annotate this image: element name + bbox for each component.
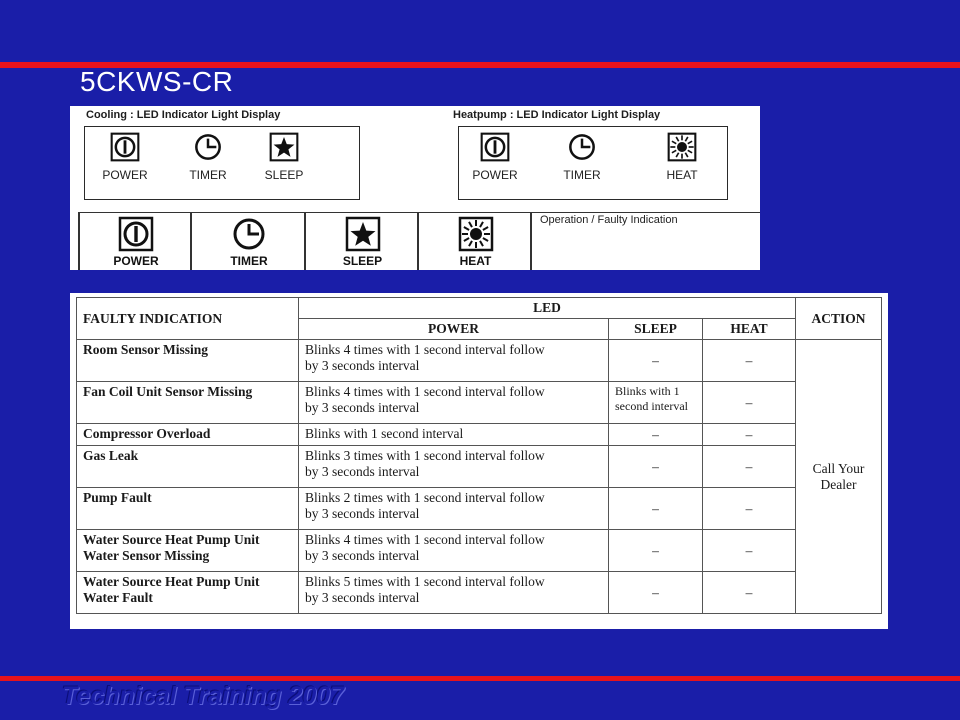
power-led-cell	[299, 530, 609, 572]
fault-name-cell	[77, 340, 299, 382]
cell-line: Water Source Heat Pump Unit	[83, 532, 260, 547]
sleep-led-cell	[609, 530, 703, 572]
strip-led-label: TIMER	[230, 254, 268, 268]
strip-led-label: POWER	[113, 254, 159, 268]
cell-line: Call Your	[812, 460, 865, 476]
power-icon	[85, 132, 165, 162]
power-led-cell	[299, 572, 609, 614]
table-row	[77, 530, 882, 572]
cell-line: Blinks with 1 second interval	[305, 426, 464, 441]
sleep-led-cell	[609, 446, 703, 488]
cell-line: –	[652, 542, 659, 558]
fault-name-cell	[77, 382, 299, 424]
faulty-indication-table	[76, 297, 882, 614]
sleep-led-cell	[609, 488, 703, 530]
sleep-led-cell	[609, 572, 703, 614]
cell-line: Water Sensor Missing	[83, 548, 210, 563]
cell-line: Dealer	[820, 476, 857, 492]
cell-line: –	[652, 352, 659, 368]
action-cell	[796, 340, 882, 614]
table-row	[77, 340, 882, 382]
slide-title: 5CKWS-CR	[80, 66, 234, 97]
cell-line: –	[652, 500, 659, 516]
cell-line: by 3 seconds interval	[305, 590, 420, 605]
sleep-led-cell	[609, 382, 703, 424]
led-label: TIMER	[563, 168, 601, 182]
power-led-cell	[299, 340, 609, 382]
table-row	[77, 424, 882, 446]
cell-line: –	[652, 458, 659, 474]
strip-led-label: SLEEP	[342, 254, 383, 268]
sun-icon	[642, 132, 722, 162]
power-led-cell	[299, 382, 609, 424]
led-power	[455, 132, 535, 182]
header-power: POWER	[299, 319, 609, 340]
cell-line: by 3 seconds interval	[305, 464, 420, 479]
cell-line: Blinks 4 times with 1 second interval follow	[305, 532, 545, 547]
cell-line: by 3 seconds interval	[305, 400, 420, 415]
led-label: HEAT	[666, 168, 698, 182]
cell-line: Blinks 5 times with 1 second interval follow	[305, 574, 545, 589]
heat-led-cell: –	[703, 424, 796, 446]
strip-led-sleep	[304, 212, 419, 270]
timer-icon	[168, 132, 248, 162]
cell-line: Blinks with 1	[615, 384, 680, 398]
bottom-red-stripe	[0, 676, 960, 681]
sleep-led-cell	[609, 340, 703, 382]
header-led: LED	[299, 298, 796, 319]
fault-name-cell	[77, 424, 299, 446]
table-row	[77, 572, 882, 614]
led-label: TIMER	[189, 168, 227, 182]
fault-name-cell	[77, 488, 299, 530]
cell-line: Water Fault	[83, 590, 153, 605]
strip-led-timer	[190, 212, 306, 270]
sleep-led-cell	[609, 424, 703, 446]
header-faulty-indication: FAULTY INDICATION	[77, 298, 299, 340]
heatpump-group-title: Heatpump : LED Indicator Light Display	[453, 109, 661, 121]
led-label: POWER	[102, 168, 148, 182]
header-action: ACTION	[796, 298, 882, 340]
cell-line: Fan Coil Unit Sensor Missing	[83, 384, 253, 399]
cell-line: Gas Leak	[83, 448, 139, 463]
cell-line: Blinks 2 times with 1 second interval follow	[305, 490, 545, 505]
cell-line: by 3 seconds interval	[305, 548, 420, 563]
cell-line: Room Sensor Missing	[83, 342, 209, 357]
cell-line: Blinks 3 times with 1 second interval follow	[305, 448, 545, 463]
led-indicator-panel	[70, 106, 760, 270]
power-icon	[455, 132, 535, 162]
power-led-cell	[299, 424, 609, 446]
cell-line: second interval	[615, 399, 688, 413]
footer-text: Technical Training 2007	[62, 682, 345, 710]
cell-line: Water Source Heat Pump Unit	[83, 574, 260, 589]
led-label: SLEEP	[264, 168, 304, 182]
power-led-cell	[299, 446, 609, 488]
heat-led-cell: –	[703, 530, 796, 572]
cell-line: Pump Fault	[83, 490, 152, 505]
cell-line: –	[652, 584, 659, 600]
led-timer	[542, 132, 622, 182]
heat-led-cell: –	[703, 340, 796, 382]
cell-line: by 3 seconds interval	[305, 506, 420, 521]
led-power	[85, 132, 165, 182]
fault-name-cell	[77, 572, 299, 614]
faulty-indication-table-panel	[70, 293, 888, 629]
heat-led-cell: –	[703, 488, 796, 530]
led-label: POWER	[472, 168, 518, 182]
cell-line: Blinks 4 times with 1 second interval follow	[305, 342, 545, 357]
star-icon	[244, 132, 324, 162]
table-row	[77, 446, 882, 488]
cooling-group-title: Cooling : LED Indicator Light Display	[86, 109, 281, 121]
header-heat: HEAT	[703, 319, 796, 340]
heat-led-cell: –	[703, 446, 796, 488]
led-timer	[168, 132, 248, 182]
power-led-cell	[299, 488, 609, 530]
strip-led-label: HEAT	[459, 254, 492, 268]
cell-line: by 3 seconds interval	[305, 358, 420, 373]
header-sleep: SLEEP	[609, 319, 703, 340]
heat-led-cell: –	[703, 572, 796, 614]
table-row	[77, 488, 882, 530]
table-row	[77, 382, 882, 424]
strip-divider	[530, 212, 532, 270]
cell-line: –	[652, 426, 659, 442]
led-sleep	[244, 132, 324, 182]
timer-icon	[542, 132, 622, 162]
fault-name-cell	[77, 530, 299, 572]
led-heat	[642, 132, 722, 182]
fault-name-cell	[77, 446, 299, 488]
strip-led-power	[78, 212, 192, 270]
cell-line: Compressor Overload	[83, 426, 211, 441]
heat-led-cell: –	[703, 382, 796, 424]
table-header-row	[77, 298, 882, 319]
operation-faulty-indication-label: Operation / Faulty Indication	[540, 214, 678, 226]
strip-led-heat	[417, 212, 532, 270]
cell-line: Blinks 4 times with 1 second interval follow	[305, 384, 545, 399]
